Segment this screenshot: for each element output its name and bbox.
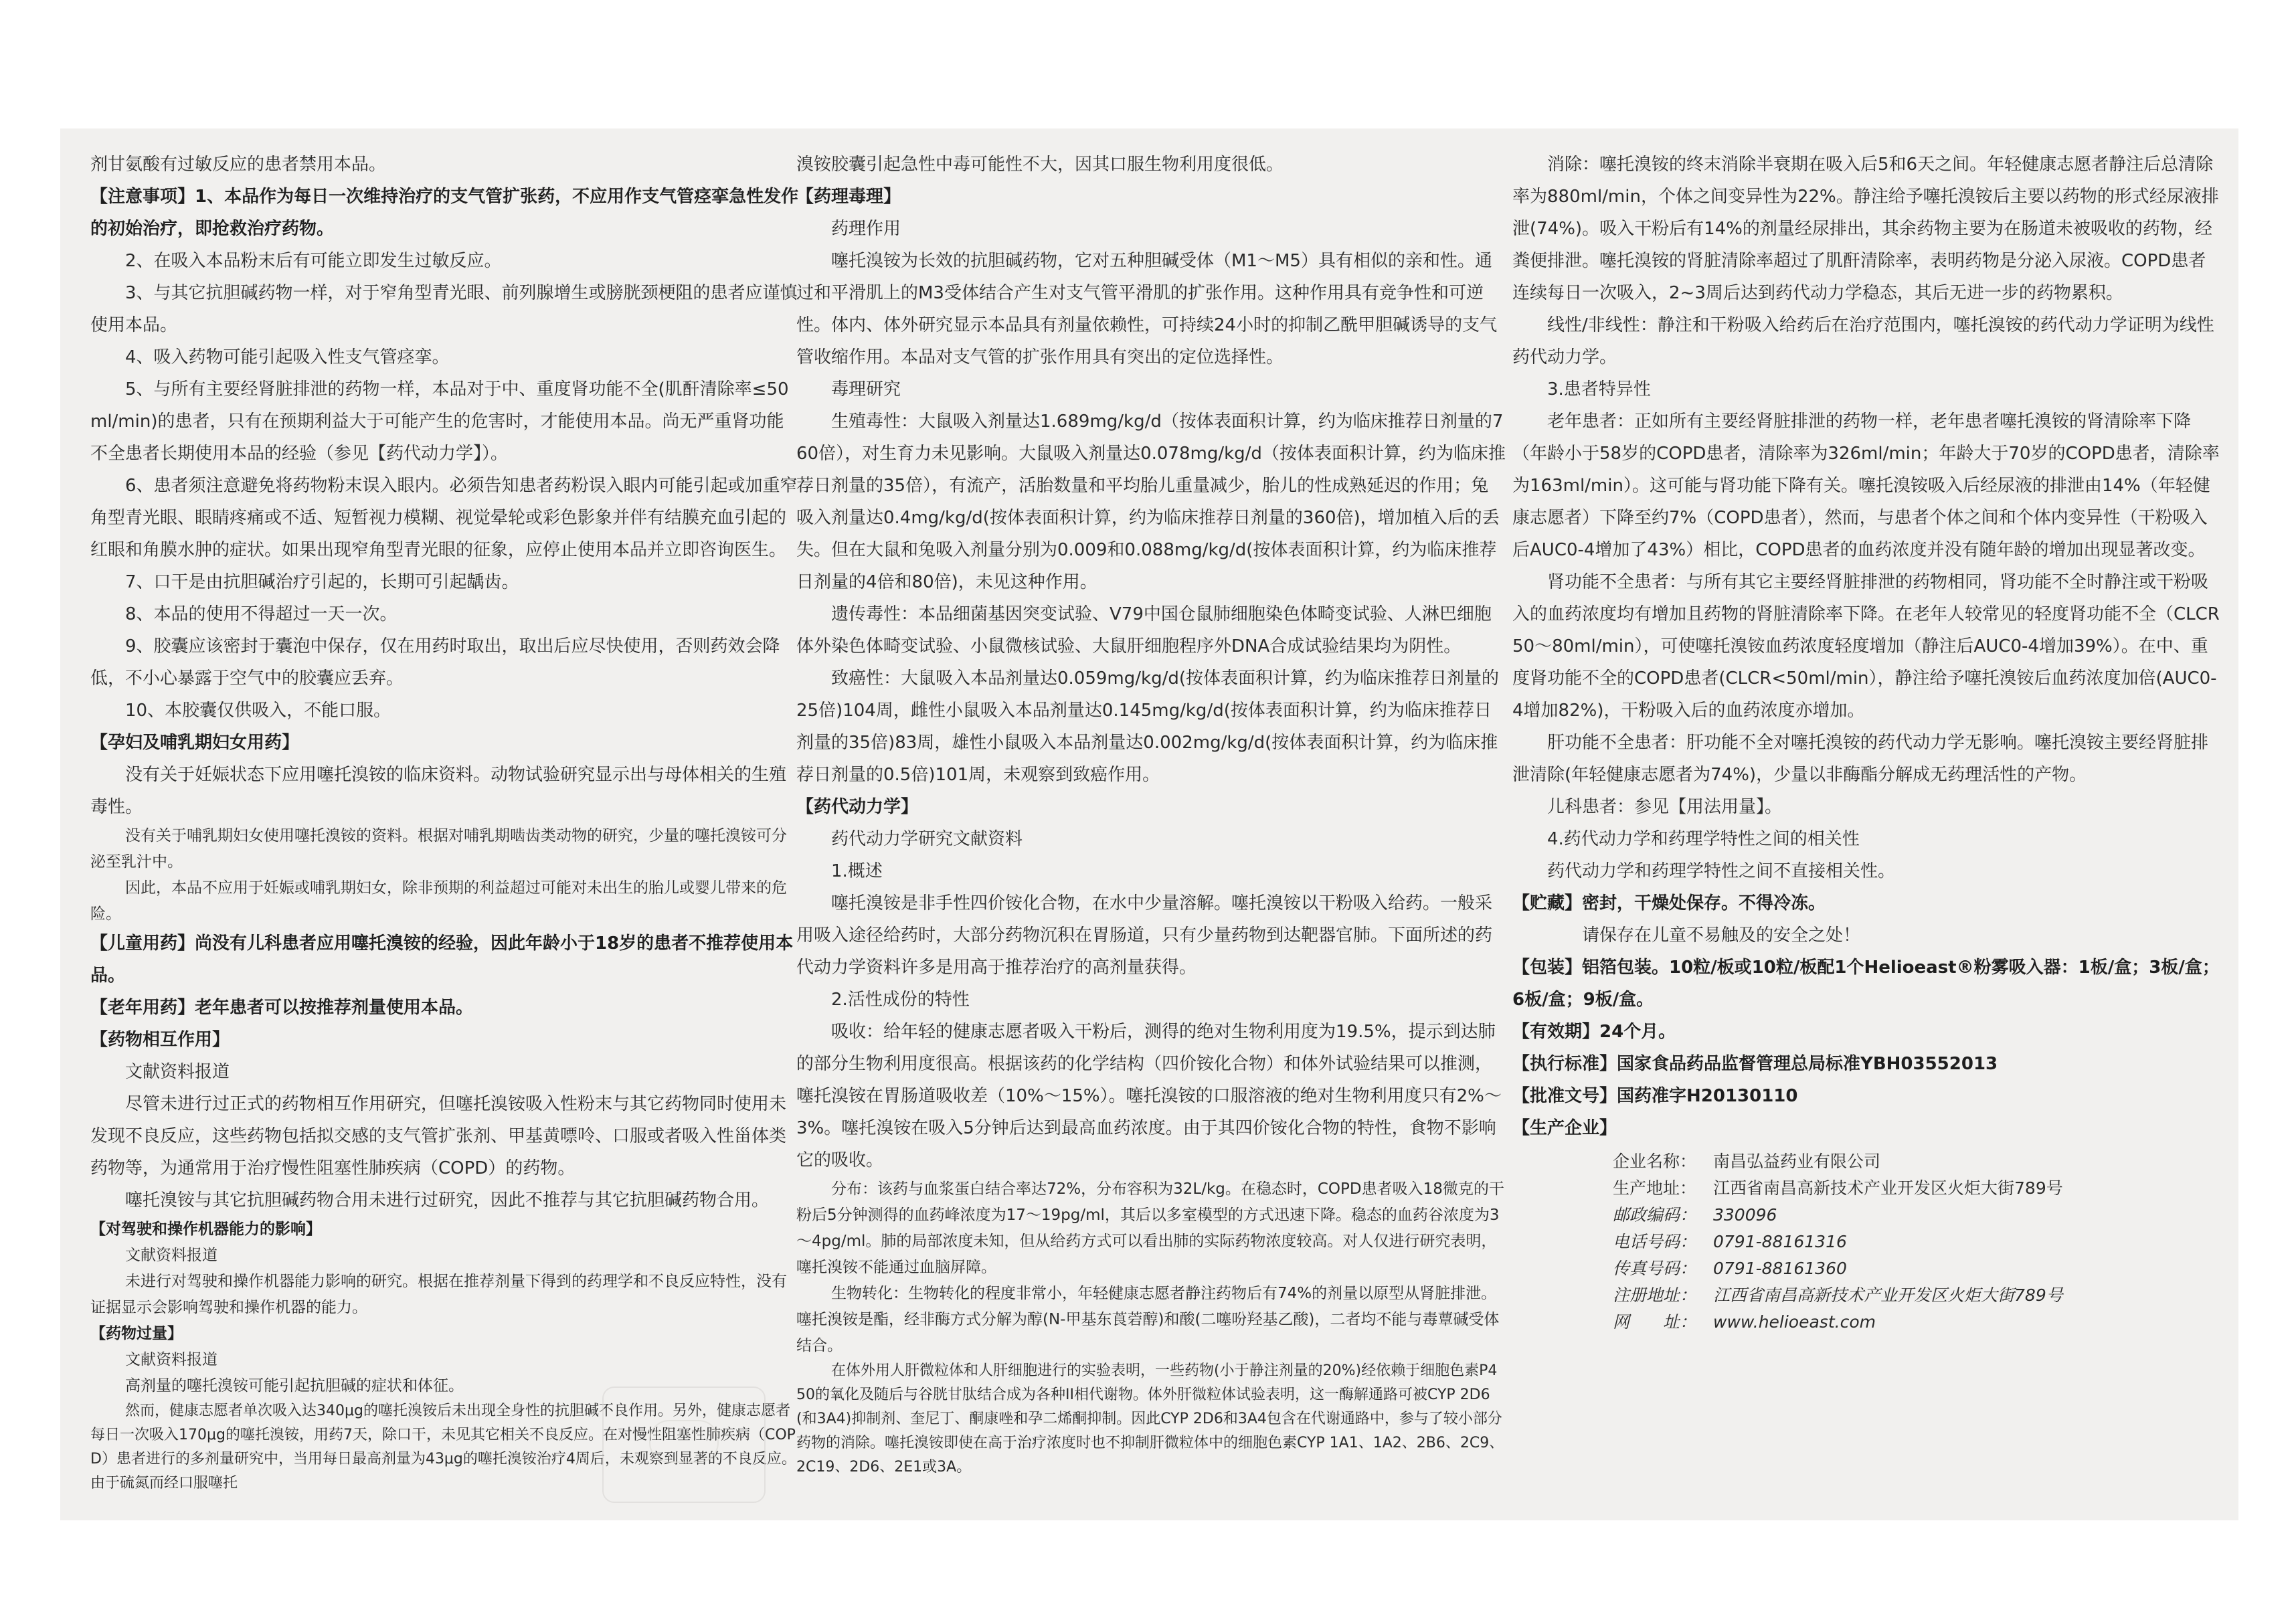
manufacturer-row bbox=[1512, 1148, 2222, 1175]
manufacturer-field-value: 330096 bbox=[1713, 1205, 1777, 1225]
column-middle bbox=[796, 149, 1506, 1507]
col3-paragraph: 【包装】铝箔包装。10粒/板或10粒/板配1个Helioeast®粉雾吸入器：1板/盒；3板/盒；6板/盒；9板/盒。 bbox=[1512, 958, 2220, 1010]
col3-paragraph: 【生产企业】 bbox=[1512, 1118, 1617, 1138]
col1-paragraph: 没有关于哺乳期妇女使用噻托溴铵的资料。根据对哺乳期啮齿类动物的研究，少量的噻托溴铵可分泌至乳汁中。 bbox=[90, 827, 787, 871]
manufacturer-field-label: 企业名称： bbox=[1613, 1152, 1697, 1171]
col3-paragraph: 老年患者：正如所有主要经肾脏排泄的药物一样，老年患者噻托溴铵的肾清除率下降（年龄小于58岁的COPD患者，清除率为326ml/min；年龄大于70岁的COPD患者，清除率为163ml/min）。这可能与肾功能下降有关。噻托溴铵吸入后经尿液的排泄由14%（年轻健康志愿者）下降至约7%（COPD患者），然而，与患者个体之间和个体内变异性（干粉吸入后AUC0-4增加了43%）相比，COPD患者的血药浓度并没有随年龄的增加出现显著改变。 bbox=[1512, 412, 2220, 560]
col1-paragraph: 尽管未进行过正式的药物相互作用研究，但噻托溴铵吸入性粉末与其它药物同时使用未发现不良反应，这些药物包括拟交感的支气管扩张剂、甲基黄嘌呤、口服或者吸入性甾体类药物等，为通常用于治疗慢性阻塞性肺疾病（COPD）的药物。 bbox=[90, 1094, 787, 1178]
manufacturer-row bbox=[1512, 1309, 2222, 1336]
col1-paragraph: 【孕妇及哺乳期妇女用药】 bbox=[90, 733, 300, 753]
col1-paragraph: 剂甘氨酸有过敏反应的患者禁用本品。 bbox=[90, 155, 387, 175]
col2-paragraph: 分布：该药与血浆蛋白结合率达72%，分布容积为32L/kg。在稳态时，COPD患者吸入18微克的干粉后5分钟测得的血药峰浓度为17～19pg/ml，其后以多室模型的方式迅速下降。稳态的血药谷浓度为3～4pg/ml。肺的局部浓度未知，但从给药方式可以看出肺的实际药物浓度较高。对人仅进行研究表明，噻托溴铵不能通过血脑屏障。 bbox=[796, 1180, 1504, 1276]
col1-paragraph: 没有关于妊娠状态下应用噻托溴铵的临床资料。动物试验研究显示出与母体相关的生殖毒性。 bbox=[90, 765, 787, 817]
col1-paragraph: 文献资料报道 bbox=[125, 1351, 217, 1368]
col1-paragraph: 【老年用药】老年患者可以按推荐剂量使用本品。 bbox=[90, 998, 474, 1018]
column-left bbox=[90, 149, 800, 1507]
col1-paragraph: 6、患者须注意避免将药物粉末误入眼内。必须告知患者药粉误入眼内可能引起或加重窄角型青光眼、眼睛疼痛或不适、短暂视力模糊、视觉晕轮或彩色影象并伴有结膜充血引起的红眼和角膜水肿的症状。如果出现窄角型青光眼的征象，应停止使用本品并立即咨询医生。 bbox=[90, 476, 798, 560]
manufacturer-row bbox=[1512, 1175, 2222, 1202]
col1-paragraph: 【药物相互作用】 bbox=[90, 1030, 230, 1050]
col1-paragraph: 【注意事项】1、本品作为每日一次维持治疗的支气管扩张药，不应用作支气管痉挛急性发作的初始治疗，即抢救治疗药物。 bbox=[90, 187, 799, 239]
col2-paragraph: 在体外用人肝微粒体和人肝细胞进行的实验表明，一些药物(小于静注剂量的20%)经依赖于细胞色素P450的氧化及随后与谷胱甘肽结合成为各种II相代谢物。体外肝微粒体试验表明，这一酶解通路可被CYP 2D6(和3A4)抑制剂、奎尼丁、酮康唑和孕二烯酮抑制。因此CYP 2D6和3A4包含在代谢通路中，参与了较小部分药物的消除。噻托溴铵即使在高于治疗浓度时也不抑制肝微粒体中的细胞色素CYP 1A1、1A2、2B6、2C9、2C19、2D6、2E1或3A。 bbox=[796, 1362, 1504, 1475]
col1-paragraph: 7、口干是由抗胆碱治疗引起的，长期可引起龋齿。 bbox=[125, 572, 519, 592]
column-right bbox=[1512, 149, 2222, 1507]
col2-paragraph: 吸收：给年轻的健康志愿者吸入干粉后，测得的绝对生物利用度为19.5%，提示到达肺的部分生物利用度很高。根据该药的化学结构（四价铵化合物）和体外试验结果可以推测，噻托溴铵在胃肠道吸收差（10%～15%）。噻托溴铵的口服溶液的绝对生物利用度只有2%～3%。噻托溴铵在吸入5分钟后达到最高血药浓度。由于其四价铵化合物的特性，食物不影响它的吸收。 bbox=[796, 1022, 1502, 1170]
manufacturer-field-value: www.helioeast.com bbox=[1713, 1312, 1876, 1332]
col3-paragraph: 肝功能不全患者：肝功能不全对噻托溴铵的药代动力学无影响。噻托溴铵主要经肾脏排泄清除(年轻健康志愿者为74%)，少量以非酶酯分解成无药理活性的产物。 bbox=[1512, 733, 2209, 785]
manufacturer-field-label: 电话号码： bbox=[1613, 1232, 1697, 1251]
col3-paragraph: 消除：噻托溴铵的终末消除半衰期在吸入后5和6天之间。年轻健康志愿者静注后总清除率为880ml/min，个体之间变异性为22%。静注给予噻托溴铵后主要以药物的形式经尿液排泄(74%)。吸入干粉后有14%的剂量经尿排出，其余药物主要为在肠道未被吸收的药物，经粪便排泄。噻托溴铵的肾脏清除率超过了肌酐清除率，表明药物是分泌入尿液。COPD患者连续每日一次吸入，2~3周后达到药代动力学稳态，其后无进一步的药物累积。 bbox=[1512, 155, 2219, 303]
manufacturer-field-label: 网 址： bbox=[1613, 1312, 1697, 1332]
col2-paragraph: 遗传毒性：本品细菌基因突变试验、V79中国仓鼠肺细胞染色体畸变试验、人淋巴细胞体外染色体畸变试验、小鼠微核试验、大鼠肝细胞程序外DNA合成试验结果均为阴性。 bbox=[796, 604, 1492, 656]
col3-paragraph: 请保存在儿童不易触及的安全之处！ bbox=[1582, 925, 1861, 946]
col1-paragraph: 噻托溴铵与其它抗胆碱药物合用未进行过研究，因此不推荐与其它抗胆碱药物合用。 bbox=[125, 1190, 770, 1211]
col1-paragraph: 4、吸入药物可能引起吸入性支气管痉挛。 bbox=[125, 347, 450, 367]
leaflet-sheet bbox=[60, 128, 2238, 1520]
col2-paragraph: 【药理毒理】 bbox=[796, 187, 901, 207]
col1-paragraph: 2、在吸入本品粉末后有可能立即发生过敏反应。 bbox=[125, 251, 502, 271]
col2-paragraph: 毒理研究 bbox=[831, 379, 901, 399]
col1-paragraph: 未进行对驾驶和操作机器能力影响的研究。根据在推荐剂量下得到的药理学和不良反应特性，没有证据显示会影响驾驶和操作机器的能力。 bbox=[90, 1273, 787, 1316]
manufacturer-field-value: 0791-88161316 bbox=[1713, 1232, 1847, 1251]
manufacturer-field-value: 江西省南昌高新技术产业开发区火炬大街789号 bbox=[1713, 1178, 2063, 1198]
col2-paragraph: 致癌性：大鼠吸入本品剂量达0.059mg/kg/d(按体表面积计算，约为临床推荐日剂量的25倍)104周，雌性小鼠吸入本品剂量达0.145mg/kg/d(按体表面积计算，约为临床推荐日剂量的35倍)83周，雄性小鼠吸入本品剂量达0.002mg/kg/d(按体表面积计算，约为临床推荐日剂量的0.5倍)101周，未观察到致癌作用。 bbox=[796, 668, 1499, 785]
manufacturer-field-label: 注册地址： bbox=[1613, 1285, 1697, 1305]
col1-paragraph: 【药物过量】 bbox=[90, 1325, 183, 1342]
col2-paragraph: 噻托溴铵为长效的抗胆碱药物，它对五种胆碱受体（M1～M5）具有相似的亲和性。通过和平滑肌上的M3受体结合产生对支气管平滑肌的扩张作用。这种作用具有竞争性和可逆性。体内、体外研究显示本品具有剂量依赖性，可持续24小时的抑制乙酰甲胆碱诱导的支气管收缩作用。本品对支气管的扩张作用具有突出的定位选择性。 bbox=[796, 251, 1498, 367]
col3-paragraph: 【贮藏】密封，干燥处保存。不得冷冻。 bbox=[1512, 893, 1826, 913]
col3-paragraph: 药代动力学和药理学特性之间不直接相关性。 bbox=[1547, 861, 1896, 881]
col2-paragraph: 溴铵胶囊引起急性中毒可能性不大，因其口服生物利用度很低。 bbox=[796, 155, 1284, 175]
manufacturer-field-label: 邮政编码： bbox=[1613, 1205, 1697, 1225]
manufacturer-field-value: 南昌弘益药业有限公司 bbox=[1713, 1152, 1881, 1171]
col1-paragraph: 因此，本品不应用于妊娠或哺乳期妇女，除非预期的利益超过可能对未出生的胎儿或婴儿带来的危险。 bbox=[90, 879, 787, 923]
manufacturer-row bbox=[1512, 1229, 2222, 1255]
col1-paragraph: 文献资料报道 bbox=[125, 1247, 217, 1264]
column-right-text bbox=[1512, 149, 2222, 1144]
col1-paragraph: 【儿童用药】尚没有儿科患者应用噻托溴铵的经验，因此年龄小于18岁的患者不推荐使用本品。 bbox=[90, 933, 794, 986]
col2-paragraph: 生物转化：生物转化的程度非常小，年轻健康志愿者静注药物后有74%的剂量以原型从肾脏排泄。噻托溴铵是酯，经非酶方式分解为醇(N-甲基东莨菪醇)和酸(二噻吩羟基乙酸)，二者均不能与毒蕈碱受体结合。 bbox=[796, 1285, 1500, 1354]
col2-paragraph: 2.活性成份的特性 bbox=[831, 990, 970, 1010]
col1-paragraph: 8、本品的使用不得超过一天一次。 bbox=[125, 604, 398, 624]
col3-paragraph: 3.患者特异性 bbox=[1547, 379, 1651, 399]
col3-paragraph: 【批准文号】国药准字H20130110 bbox=[1512, 1086, 1798, 1106]
col1-paragraph: 【对驾驶和操作机器能力的影响】 bbox=[90, 1221, 321, 1238]
manufacturer-row bbox=[1512, 1255, 2222, 1282]
faint-inhaler-watermark-inner bbox=[649, 1420, 719, 1463]
manufacturer-field-value: 江西省南昌高新技术产业开发区火炬大街789号 bbox=[1713, 1285, 2063, 1305]
manufacturer-field-value: 0791-88161360 bbox=[1713, 1259, 1847, 1278]
col1-paragraph: 高剂量的噻托溴铵可能引起抗胆碱的症状和体征。 bbox=[125, 1377, 464, 1395]
manufacturer-info bbox=[1512, 1148, 2222, 1336]
manufacturer-row bbox=[1512, 1282, 2222, 1309]
col3-paragraph: 4.药代动力学和药理学特性之间的相关性 bbox=[1547, 829, 1860, 849]
col3-paragraph: 肾功能不全患者：与所有其它主要经肾脏排泄的药物相同，肾功能不全时静注或干粉吸入的血药浓度均有增加且药物的肾脏清除率下降。在老年人较常见的轻度肾功能不全（CLCR50～80ml/min），可使噻托溴铵血药浓度轻度增加（静注后AUC0-4增加39%）。在中、重度肾功能不全的COPD患者(CLCR<50ml/min），静注给予噻托溴铵后血药浓度加倍(AUC0-4增加82%)，干粉吸入后的血药浓度亦增加。 bbox=[1512, 572, 2220, 721]
manufacturer-field-label: 传真号码： bbox=[1613, 1259, 1697, 1278]
col3-paragraph: 【有效期】24个月。 bbox=[1512, 1022, 1676, 1042]
col1-paragraph: 10、本胶囊仅供吸入，不能口服。 bbox=[125, 701, 391, 721]
col3-paragraph: 【执行标准】国家食品药品监督管理总局标准YBH03552013 bbox=[1512, 1054, 1998, 1074]
col2-paragraph: 生殖毒性：大鼠吸入剂量达1.689mg/kg/d（按体表面积计算，约为临床推荐日剂量的760倍），对生育力未见影响。大鼠吸入剂量达0.078mg/kg/d（按体表面积计算，约为临床推荐日剂量的35倍），有流产，活胎数量和平均胎儿重量减少，胎儿的性成熟延迟的作用；兔吸入剂量达0.4mg/kg/d(按体表面积计算，约为临床推荐日剂量的360倍)，增加植入后的丢失。但在大鼠和兔吸入剂量分别为0.009和0.088mg/kg/d(按体表面积计算，约为临床推荐日剂量的4倍和80倍)，未见这种作用。 bbox=[796, 412, 1506, 592]
manufacturer-field-label: 生产地址： bbox=[1613, 1178, 1697, 1198]
col2-paragraph: 【药代动力学】 bbox=[796, 797, 919, 817]
col1-paragraph: 3、与其它抗胆碱药物一样，对于窄角型青光眼、前列腺增生或膀胱颈梗阻的患者应谨慎使用本品。 bbox=[90, 283, 798, 335]
col2-paragraph: 药代动力学研究文献资料 bbox=[831, 829, 1023, 849]
col3-paragraph: 线性/非线性：静注和干粉吸入给药后在治疗范围内，噻托溴铵的药代动力学证明为线性药代动力学。 bbox=[1512, 315, 2214, 367]
col2-paragraph: 噻托溴铵是非手性四价铵化合物，在水中少量溶解。噻托溴铵以干粉吸入给药。一般采用吸入途径给药时，大部分药物沉积在胃肠道，只有少量药物到达靶器官肺。下面所述的药代动力学资料许多是用高于推荐治疗的高剂量获得。 bbox=[796, 893, 1493, 978]
col1-paragraph: 5、与所有主要经肾脏排泄的药物一样，本品对于中、重度肾功能不全(肌酐清除率≤50ml/min)的患者，只有在预期利益大于可能产生的危害时，才能使用本品。尚无严重肾功能不全患者长期使用本品的经验（参见【药代动力学】）。 bbox=[90, 379, 789, 464]
manufacturer-row bbox=[1512, 1202, 2222, 1229]
col2-paragraph: 1.概述 bbox=[831, 861, 883, 881]
col2-paragraph: 药理作用 bbox=[831, 219, 901, 239]
col3-paragraph: 儿科患者：参见【用法用量】。 bbox=[1547, 797, 1783, 817]
col1-paragraph: 然而，健康志愿者单次吸入达340μg的噻托溴铵后未出现全身性的抗胆碱不良作用。另外，健康志愿者每日一次吸入170μg的噻托溴铵，用药7天，除口干，未见其它相关不良反应。在对慢性阻塞性肺疾病（COPD）患者进行的多剂量研究中，当用每日最高剂量为43μg的噻托溴铵治疗4周后，未观察到显著的不良反应。由于硫氮而经口服噻托 bbox=[90, 1403, 796, 1492]
col1-paragraph: 文献资料报道 bbox=[125, 1062, 230, 1082]
col1-paragraph: 9、胶囊应该密封于囊泡中保存，仅在用药时取出，取出后应尽快使用，否则药效会降低，不小心暴露于空气中的胶囊应丢弃。 bbox=[90, 636, 780, 689]
